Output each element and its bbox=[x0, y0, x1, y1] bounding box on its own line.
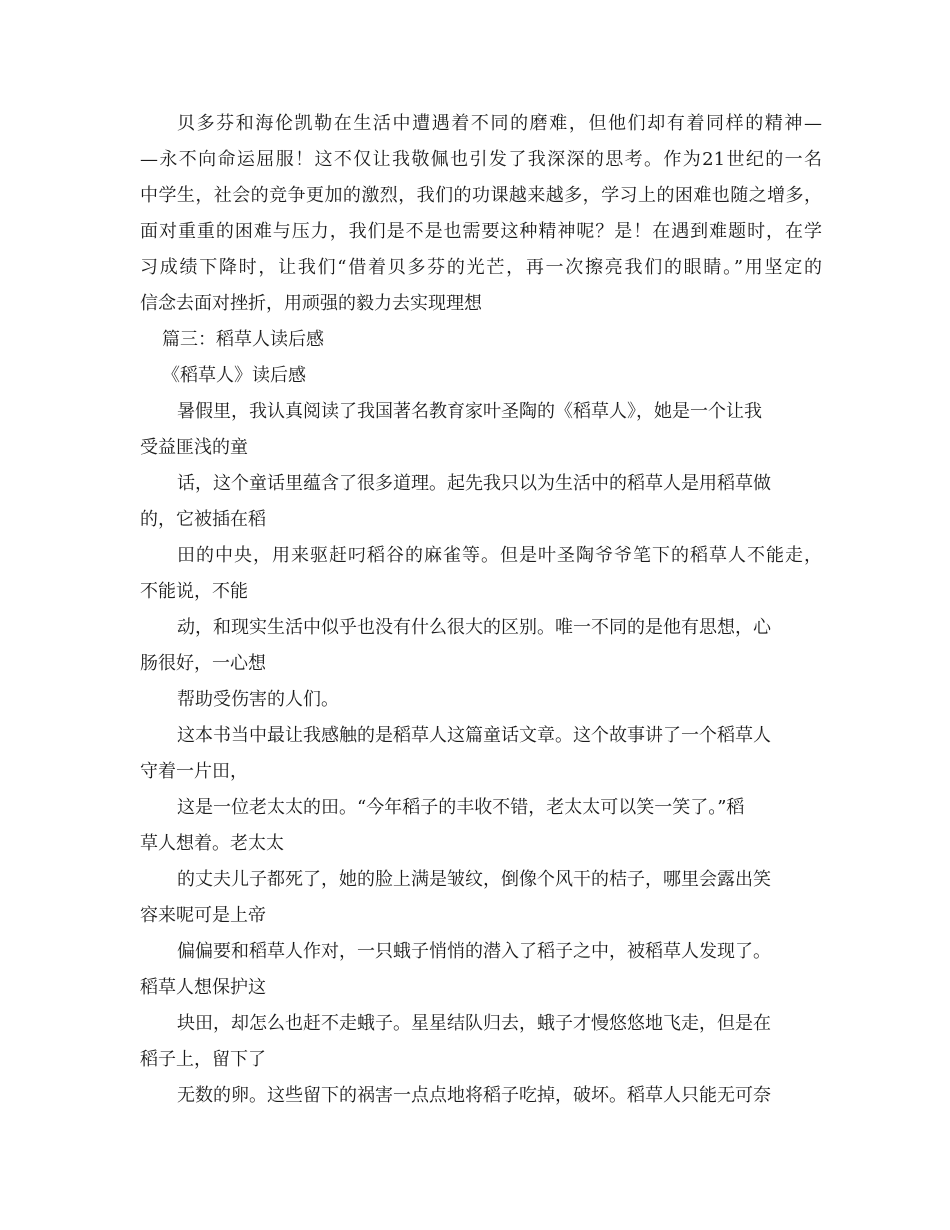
text-line: 话，这个童话里蕴含了很多道理。起先我只以为生活中的稻草人是用稻草做 bbox=[177, 473, 771, 494]
text-line: 《稻草人》读后感 bbox=[162, 365, 306, 386]
text-line: 容来呢可是上帝 bbox=[140, 905, 266, 926]
text-line: 受益匪浅的童 bbox=[140, 437, 248, 458]
text-line: 帮助受伤害的人们。 bbox=[177, 689, 339, 710]
text-line: 的丈夫儿子都死了，她的脸上满是皱纹，倒像个风干的桔子，哪里会露出笑 bbox=[177, 869, 771, 890]
text-line: 稻草人想保护这 bbox=[140, 977, 266, 998]
text-line: 暑假里，我认真阅读了我国著名教育家叶圣陶的《稻草人》，她是一个让我 bbox=[177, 401, 762, 422]
text-line: 田的中央，用来驱赶叼稻谷的麻雀等。但是叶圣陶爷爷笔下的稻草人不能走， bbox=[177, 545, 822, 566]
text-line: 面对重重的困难与压力，我们是不是也需要这种精神呢？是！在遇到难题时，在学 bbox=[140, 221, 822, 242]
text-line: 不能说，不能 bbox=[140, 581, 248, 602]
text-line: —永不向命运屈服！这不仅让我敬佩也引发了我深深的思考。作为21世纪的一名 bbox=[140, 149, 822, 170]
text-line: 贝多芬和海伦凯勒在生活中遭遇着不同的磨难，但他们却有着同样的精神— bbox=[177, 113, 822, 134]
text-line: 习成绩下降时，让我们“借着贝多芬的光芒，再一次擦亮我们的眼睛。”用坚定的 bbox=[140, 257, 822, 278]
text-line: 这是一位老太太的田。“今年稻子的丰收不错，老太太可以笑一笑了。”稻 bbox=[177, 797, 745, 818]
text-line: 无数的卵。这些留下的祸害一点点地将稻子吃掉，破坏。稻草人只能无可奈 bbox=[177, 1085, 771, 1106]
text-line: 中学生，社会的竞争更加的激烈，我们的功课越来越多，学习上的困难也随之增多， bbox=[140, 185, 822, 206]
text-line: 的，它被插在稻 bbox=[140, 509, 266, 530]
text-line: 动，和现实生活中似乎也没有什么很大的区别。唯一不同的是他有思想，心 bbox=[177, 617, 771, 638]
text-line: 稻子上，留下了 bbox=[140, 1049, 266, 1070]
text-line: 守着一片田， bbox=[140, 761, 248, 782]
text-line: 偏偏要和稻草人作对，一只蛾子悄悄的潜入了稻子之中，被稻草人发现了。 bbox=[177, 941, 771, 962]
text-line: 草人想着。老太太 bbox=[140, 833, 284, 854]
text-line: 肠很好，一心想 bbox=[140, 653, 266, 674]
document-page bbox=[140, 112, 822, 1120]
text-line: 块田，却怎么也赶不走蛾子。星星结队归去，蛾子才慢悠悠地飞走，但是在 bbox=[177, 1013, 771, 1034]
text-line: 信念去面对挫折，用顽强的毅力去实现理想 bbox=[140, 293, 482, 314]
text-line: 篇三：稻草人读后感 bbox=[162, 329, 324, 350]
text-line: 这本书当中最让我感触的是稻草人这篇童话文章。这个故事讲了一个稻草人 bbox=[177, 725, 771, 746]
